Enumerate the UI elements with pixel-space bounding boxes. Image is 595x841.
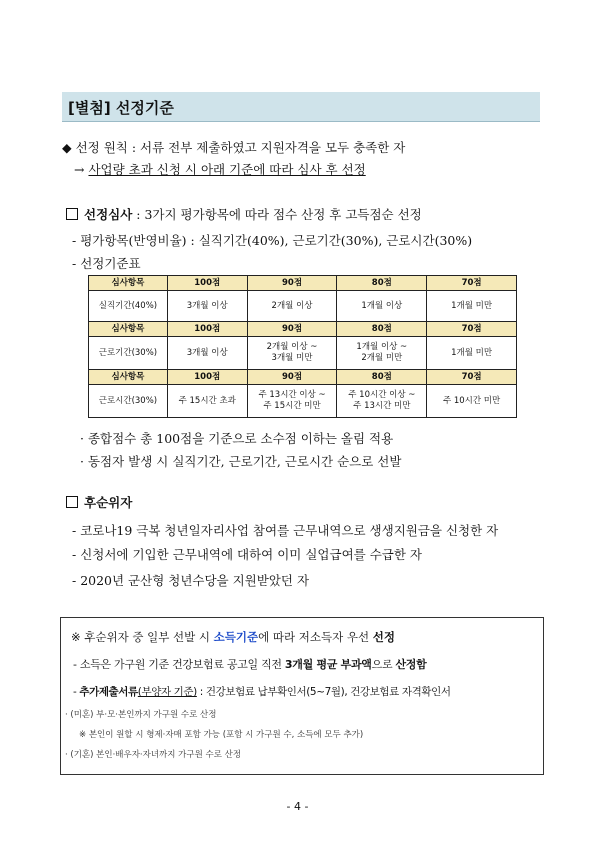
box-line-2-post: 으로: [371, 658, 396, 671]
box-sub-2: ※ 본인이 원할 시 형제·자매 포함 가능 (포함 시 가구원 수, 소득에 모두 추가): [79, 730, 364, 740]
table-cell: 3개월 이상: [167, 337, 247, 370]
table-cell: 1개월 이상 ~ 2개월 미만: [337, 337, 427, 370]
box-line-2: [73, 656, 426, 672]
candidates-heading: 후순위자: [84, 495, 133, 510]
section-title-box: [62, 92, 540, 122]
table-cell: 주 15시간 초과: [167, 385, 247, 418]
candidate-item: - 2020년 군산형 청년수당을 지원받았던 자: [72, 573, 310, 588]
table-cell: 1개월 이상: [337, 291, 427, 322]
income-note-box: [60, 617, 544, 775]
principle-text: 선정 원칙 : 서류 전부 제출하였고 지원자격을 모두 충족한 자: [75, 140, 406, 155]
arrow-icon: →: [74, 162, 85, 177]
table-cell: 3개월 이상: [167, 291, 247, 322]
table-cell: 2개월 이상: [247, 291, 337, 322]
diamond-bullet: ◆: [62, 140, 72, 155]
box-line-3-post: : 건강보험료 납부확인서(5~7월), 건강보험료 자격확인서: [196, 686, 451, 698]
screening-heading-bold: 선정심사: [84, 207, 133, 222]
table-header-cell: 심사항목: [89, 322, 168, 337]
screening-table-label: - 선정기준표: [72, 256, 141, 271]
box-line-1-end: 선정: [372, 630, 395, 644]
section-title: [별첨] 선정기준: [68, 99, 174, 117]
candidate-item: - 신청서에 기입한 근무내역에 대하여 이미 실업급여를 수급한 자: [72, 547, 422, 562]
table-header-row: [89, 322, 517, 337]
candidates-heading-line: [66, 493, 132, 511]
screening-items: - 평가항목(반영비율) : 실직기간(40%), 근로기간(30%), 근로시간(30%): [72, 233, 473, 248]
page-number: - 4 -: [286, 800, 309, 813]
screening-heading-rest: : 3가지 평가항목에 따라 점수 산정 후 고득점순 선정: [132, 207, 422, 222]
table-header-cell: 심사항목: [89, 370, 168, 385]
box-line-3-paren: (부양자 기준): [137, 686, 197, 698]
box-line-1-pre: ※ 후순위자 중 일부 선발 시: [71, 630, 214, 644]
table-header-cell: 70점: [427, 322, 517, 337]
table-header-cell: 100점: [167, 276, 247, 291]
table-header-cell: 80점: [337, 276, 427, 291]
table-header-cell: 70점: [427, 370, 517, 385]
table-header-row: [89, 370, 517, 385]
table-header-cell: 90점: [247, 370, 337, 385]
table-cell: 1개월 미만: [427, 337, 517, 370]
table-cell: 2개월 이상 ~ 3개월 미만: [247, 337, 337, 370]
table-cell: 주 13시간 이상 ~ 주 15시간 미만: [247, 385, 337, 418]
table-cell: 근로기간(30%): [89, 337, 168, 370]
table-cell: 주 10시간 미만: [427, 385, 517, 418]
box-sub-1: · (미혼) 부·모·본인까지 가구원 수로 산정: [65, 710, 217, 720]
note-rounding: · 종합점수 총 100점을 기준으로 소수점 이하는 올림 적용: [80, 431, 394, 446]
table-cell: 근로시간(30%): [89, 385, 168, 418]
candidate-item: - 코로나19 극복 청년일자리사업 참여를 근무내역으로 생생지원금을 신청한 자: [72, 523, 499, 538]
table-header-cell: 90점: [247, 276, 337, 291]
box-line-3-bold: 추가제출서류: [79, 686, 138, 698]
table-header-cell: 80점: [337, 370, 427, 385]
table-cell: 주 10시간 이상 ~ 주 13시간 미만: [337, 385, 427, 418]
box-line-2-end: 산정함: [395, 658, 427, 671]
table-header-cell: 심사항목: [89, 276, 168, 291]
box-line-1: [71, 629, 395, 645]
table-header-cell: 70점: [427, 276, 517, 291]
table-row: [89, 385, 517, 418]
box-sub-3: · (기혼) 본인·배우자·자녀까지 가구원 수로 산정: [65, 750, 242, 760]
criteria-table: [88, 275, 517, 418]
table-header-cell: 100점: [167, 370, 247, 385]
checkbox-square-icon: [66, 208, 78, 220]
principle-sub-line: [74, 160, 366, 178]
table-cell: 1개월 미만: [427, 291, 517, 322]
table-cell: 실직기간(40%): [89, 291, 168, 322]
box-line-3-pre: -: [73, 686, 80, 698]
table-row: [89, 291, 517, 322]
principle-sub-text: 사업량 초과 신청 시 아래 기준에 따라 심사 후 선정: [88, 162, 366, 177]
table-header-row: [89, 276, 517, 291]
screening-heading: [66, 205, 422, 223]
box-line-3: [73, 684, 451, 699]
table-header-cell: 100점: [167, 322, 247, 337]
income-criteria-highlight: 소득기준: [213, 630, 259, 644]
note-tie: · 동점자 발생 시 실직기간, 근로기간, 근로시간 순으로 선발: [80, 454, 402, 469]
table-header-cell: 90점: [247, 322, 337, 337]
checkbox-square-icon: [66, 496, 78, 508]
box-line-1-post: 에 따라 저소득자 우선: [258, 630, 373, 644]
table-row: [89, 337, 517, 370]
principle-line: [62, 138, 405, 156]
box-line-2-pre: - 소득은 가구원 기준 건강보험료 공고일 직전: [73, 658, 285, 671]
box-line-2-bold: 3개월 평균 부과액: [284, 658, 372, 671]
table-header-cell: 80점: [337, 322, 427, 337]
